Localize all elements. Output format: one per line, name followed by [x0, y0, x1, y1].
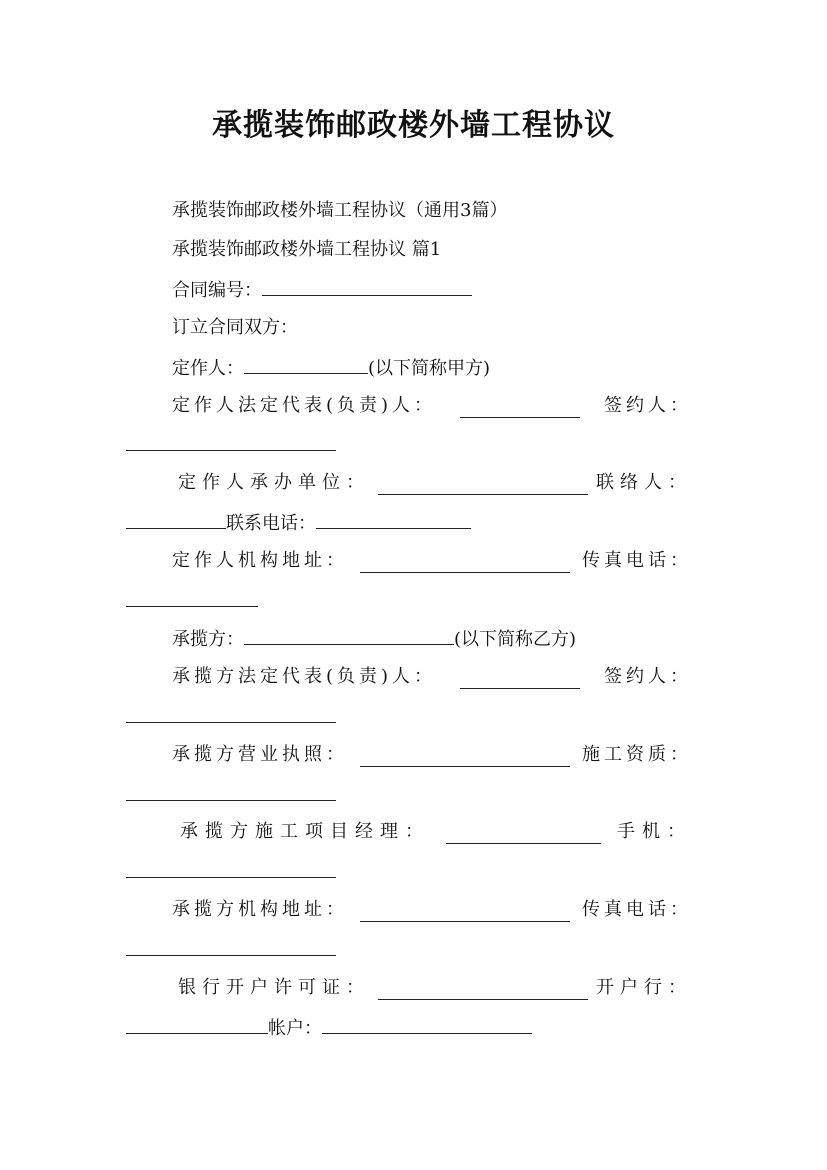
- party-a-phone-row: [126, 510, 471, 536]
- contract-number-blank: [262, 277, 472, 296]
- party-a-contact-label: 联络人：: [596, 472, 692, 493]
- section-heading: 承揽装饰邮政楼外墙工程协议 篇1: [172, 239, 442, 260]
- party-b-qualification-row: [126, 782, 336, 808]
- party-a-blank: [244, 355, 368, 374]
- party-a-unit-blank: [378, 476, 588, 495]
- party-b-address-blank: [360, 903, 570, 922]
- party-a-rep-label: 定作人法定代表(负责)人：: [172, 395, 437, 416]
- party-b-rep-label: 承揽方法定代表(负责)人：: [172, 666, 437, 687]
- document-title: 承揽装饰邮政楼外墙工程协议: [212, 108, 615, 143]
- party-b-fax-row: [126, 937, 336, 963]
- party-a-unit-row: [172, 471, 692, 495]
- party-a-signer-label: 签约人：: [603, 395, 692, 416]
- party-a-label: 定作人：: [172, 358, 244, 379]
- bank-permit-blank: [378, 981, 588, 1000]
- account-blank: [322, 1015, 532, 1034]
- contract-number-label: 合同编号：: [172, 280, 262, 301]
- parties-label: 订立合同双方：: [172, 317, 298, 338]
- bank-permit-label: 银行开户许可证：: [178, 977, 370, 998]
- party-b-note: (以下简称乙方): [454, 629, 577, 650]
- party-b-fax-label: 传真电话：: [582, 899, 692, 920]
- party-b-fax-blank: [126, 937, 336, 956]
- bank-permit-row: [172, 976, 692, 1000]
- party-b-address-label: 承揽方机构地址：: [172, 899, 348, 920]
- party-a-address-row: [172, 549, 692, 573]
- party-b-mobile-label: 手机：: [617, 821, 692, 842]
- party-b-address-row: [172, 898, 692, 922]
- party-a-phone-blank: [316, 510, 471, 529]
- party-a-phone-label: 联系电话：: [226, 513, 316, 534]
- party-b-qualification-blank: [126, 782, 336, 801]
- party-b-rep-row: [172, 665, 692, 689]
- account-label: 帐户：: [268, 1018, 322, 1039]
- party-a-fax-row: [126, 588, 258, 614]
- party-b-signer-blank: [126, 704, 336, 723]
- party-a-signer-row: [126, 432, 336, 458]
- party-a-row: [172, 355, 490, 381]
- party-b-signer-row: [126, 704, 336, 730]
- party-b-license-row: [172, 743, 692, 767]
- doc-subtitle: 承揽装饰邮政楼外墙工程协议（通用3篇）: [172, 200, 508, 221]
- party-b-mobile-row: [126, 859, 336, 885]
- party-a-address-label: 定作人机构地址：: [172, 550, 348, 571]
- party-b-license-blank: [360, 748, 570, 767]
- party-b-pm-row: [172, 820, 692, 844]
- contract-number-row: [172, 277, 472, 303]
- party-b-row: [172, 626, 576, 652]
- party-b-mobile-blank: [126, 859, 336, 878]
- party-a-fax-blank: [126, 588, 258, 607]
- party-a-rep-blank: [460, 399, 580, 418]
- party-b-signer-label: 签约人：: [603, 666, 692, 687]
- party-b-license-label: 承揽方营业执照：: [172, 744, 348, 765]
- bank-label: 开户行：: [596, 977, 692, 998]
- party-b-blank: [244, 626, 454, 645]
- party-b-pm-blank: [446, 825, 601, 844]
- account-row: [126, 1015, 532, 1041]
- party-a-note: (以下简称甲方): [368, 358, 491, 379]
- party-a-signer-blank: [126, 432, 336, 451]
- party-a-fax-label: 传真电话：: [582, 550, 692, 571]
- party-b-pm-label: 承揽方施工项目经理：: [180, 821, 430, 842]
- party-a-unit-label: 定作人承办单位：: [178, 472, 370, 493]
- party-a-rep-row: [172, 394, 692, 418]
- party-b-label: 承揽方：: [172, 629, 244, 650]
- party-a-contact-blank: [126, 510, 226, 529]
- party-b-qualification-label: 施工资质：: [582, 744, 692, 765]
- bank-blank: [126, 1015, 268, 1034]
- party-a-address-blank: [360, 554, 570, 573]
- party-b-rep-blank: [460, 670, 580, 689]
